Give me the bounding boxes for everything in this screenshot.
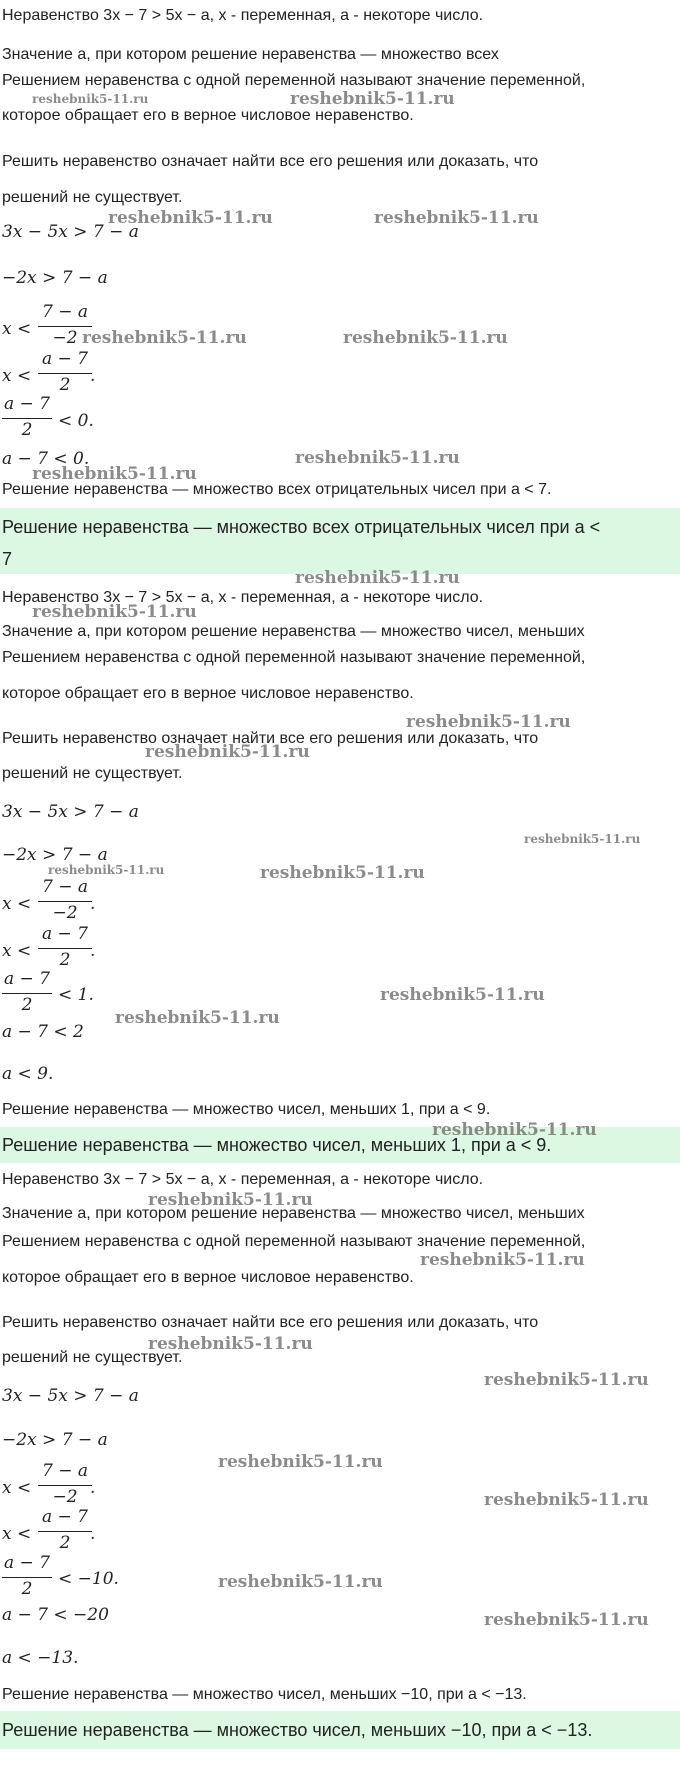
- watermark: reshebnik5-11.ru: [295, 448, 460, 468]
- definition-line: которое обращает его в верное числовое неравенство.: [2, 107, 414, 124]
- condition-text: Значение a, при котором решение неравенства — множество всех: [2, 46, 499, 63]
- fraction-bar: [38, 948, 92, 949]
- definition-line: Решением неравенства с одной переменной называют значение переменной,: [2, 649, 586, 666]
- fraction-bar: [2, 993, 52, 994]
- math-step: a < −13.: [2, 1648, 79, 1668]
- math-relation: < −10.: [58, 1569, 119, 1589]
- watermark: reshebnik5-11.ru: [32, 92, 149, 106]
- fraction: [38, 1461, 92, 1509]
- watermark: reshebnik5-11.ru: [218, 1572, 383, 1592]
- math-step-lhs: x <: [2, 366, 32, 386]
- math-step: −2x > 7 − a: [2, 845, 108, 865]
- fraction: [38, 877, 92, 925]
- watermark: reshebnik5-11.ru: [484, 1370, 649, 1390]
- answer-text: Решение неравенства — множество чисел, меньших −10, при a < −13.: [2, 1720, 593, 1740]
- fraction-denominator: 2: [59, 950, 71, 970]
- watermark: reshebnik5-11.ru: [484, 1610, 649, 1630]
- math-step: 3x − 5x > 7 − a: [2, 222, 139, 242]
- fraction-numerator: 7 − a: [41, 302, 88, 322]
- math-punct: .: [90, 1478, 96, 1498]
- answer-box: [0, 508, 680, 574]
- answer-text: 7: [2, 549, 13, 569]
- watermark: reshebnik5-11.ru: [48, 863, 165, 877]
- definition-line: Решить неравенство означает найти все его решения или доказать, что: [2, 153, 539, 170]
- math-punct: .: [90, 1524, 96, 1544]
- answer-text: Решение неравенства — множество чисел, меньших 1, при a < 9.: [2, 1135, 552, 1155]
- fraction: [2, 969, 52, 1017]
- answer-text: Решение неравенства — множество всех отрицательных чисел при a <: [2, 517, 601, 537]
- math-step: 3x − 5x > 7 − a: [2, 1386, 139, 1406]
- watermark: reshebnik5-11.ru: [115, 1008, 280, 1028]
- problem-statement: Неравенство 3x − 7 > 5x − a, x - переменная, a - некоторе число.: [2, 7, 484, 24]
- fraction-denominator: 2: [21, 1579, 33, 1599]
- fraction-bar: [2, 1577, 52, 1578]
- fraction-numerator: a − 7: [41, 349, 88, 369]
- definition-line: Решением неравенства с одной переменной называют значение переменной,: [2, 1233, 586, 1250]
- fraction-numerator: a − 7: [3, 394, 50, 414]
- math-step: −2x > 7 − a: [2, 268, 108, 288]
- definition-line: которое обращает его в верное числовое неравенство.: [2, 1269, 414, 1286]
- math-step-lhs: x <: [2, 1524, 32, 1544]
- fraction-denominator: 2: [59, 375, 71, 395]
- condition-text: Значение a, при котором решение неравенства — множество чисел, меньших: [2, 1205, 585, 1222]
- watermark: reshebnik5-11.ru: [432, 1120, 597, 1140]
- math-relation: < 0.: [58, 411, 94, 431]
- fraction-bar: [38, 373, 92, 374]
- watermark: reshebnik5-11.ru: [295, 568, 460, 588]
- fraction-numerator: a − 7: [41, 1507, 88, 1527]
- watermark: reshebnik5-11.ru: [380, 985, 545, 1005]
- watermark: reshebnik5-11.ru: [108, 208, 273, 228]
- math-step: −2x > 7 − a: [2, 1430, 108, 1450]
- fraction-numerator: 7 − a: [41, 877, 88, 897]
- conclusion-text: Решение неравенства — множество чисел, меньших 1, при a < 9.: [2, 1101, 491, 1118]
- condition-text: Значение a, при котором решение неравенства — множество чисел, меньших: [2, 623, 585, 640]
- watermark: reshebnik5-11.ru: [290, 89, 455, 109]
- conclusion-text: Решение неравенства — множество чисел, меньших −10, при a < −13.: [2, 1686, 527, 1703]
- math-punct: .: [90, 366, 96, 386]
- math-step-lhs: x <: [2, 894, 32, 914]
- fraction-numerator: a − 7: [3, 1553, 50, 1573]
- math-step-lhs: x <: [2, 941, 32, 961]
- math-punct: .: [90, 941, 96, 961]
- fraction: [38, 1507, 92, 1555]
- math-step: 3x − 5x > 7 − a: [2, 802, 139, 822]
- watermark: reshebnik5-11.ru: [420, 1250, 585, 1270]
- watermark: reshebnik5-11.ru: [218, 1452, 383, 1472]
- math-step: a − 7 < 0.: [2, 449, 90, 469]
- watermark: reshebnik5-11.ru: [406, 712, 571, 732]
- definition-line: Решить неравенство означает найти все его решения или доказать, что: [2, 1314, 539, 1331]
- math-punct: .: [90, 894, 96, 914]
- fraction-denominator: −2: [52, 328, 78, 348]
- math-relation: < 1.: [58, 985, 94, 1005]
- math-step: a − 7 < 2: [2, 1022, 84, 1042]
- definition-line: решений не существует.: [2, 1349, 183, 1366]
- fraction-numerator: 7 − a: [41, 1461, 88, 1481]
- fraction-bar: [38, 326, 92, 327]
- problem-statement: Неравенство 3x − 7 > 5x − a, x - переменная, a - некоторе число.: [2, 1171, 484, 1188]
- definition-line: Решить неравенство означает найти все его решения или доказать, что: [2, 730, 539, 747]
- fraction-numerator: a − 7: [3, 969, 50, 989]
- math-step-lhs: x <: [2, 1478, 32, 1498]
- fraction-bar: [38, 1531, 92, 1532]
- math-step-lhs: x <: [2, 319, 32, 339]
- fraction-denominator: −2: [52, 903, 78, 923]
- fraction-numerator: a − 7: [41, 924, 88, 944]
- definition-line: Решением неравенства с одной переменной называют значение переменной,: [2, 72, 586, 89]
- conclusion-text: Решение неравенства — множество всех отрицательных чисел при a < 7.: [2, 481, 552, 498]
- answer-box: [0, 1711, 680, 1749]
- math-step: a < 9.: [2, 1064, 54, 1084]
- fraction-denominator: 2: [59, 1533, 71, 1553]
- fraction: [2, 1553, 52, 1601]
- watermark: reshebnik5-11.ru: [524, 832, 641, 846]
- watermark: reshebnik5-11.ru: [148, 1334, 313, 1354]
- fraction: [2, 394, 52, 442]
- watermark: reshebnik5-11.ru: [32, 602, 197, 622]
- definition-line: решений не существует.: [2, 765, 183, 782]
- watermark: reshebnik5-11.ru: [32, 464, 197, 484]
- watermark: reshebnik5-11.ru: [145, 742, 310, 762]
- definition-line: решений не существует.: [2, 189, 183, 206]
- definition-line: которое обращает его в верное числовое неравенство.: [2, 685, 414, 702]
- watermark: reshebnik5-11.ru: [148, 1190, 313, 1210]
- fraction: [38, 924, 92, 972]
- fraction-bar: [38, 1485, 92, 1486]
- math-step: a − 7 < −20: [2, 1605, 109, 1625]
- fraction-denominator: −2: [52, 1487, 78, 1507]
- watermark: reshebnik5-11.ru: [260, 863, 425, 883]
- fraction-denominator: 2: [21, 420, 33, 440]
- fraction-denominator: 2: [21, 995, 33, 1015]
- problem-statement: Неравенство 3x − 7 > 5x − a, x - переменная, a - некоторе число.: [2, 589, 484, 606]
- fraction-bar: [2, 418, 52, 419]
- watermark: reshebnik5-11.ru: [82, 328, 247, 348]
- watermark: reshebnik5-11.ru: [374, 208, 539, 228]
- watermark: reshebnik5-11.ru: [343, 328, 508, 348]
- fraction-bar: [38, 901, 92, 902]
- watermark: reshebnik5-11.ru: [484, 1490, 649, 1510]
- fraction: [38, 349, 92, 397]
